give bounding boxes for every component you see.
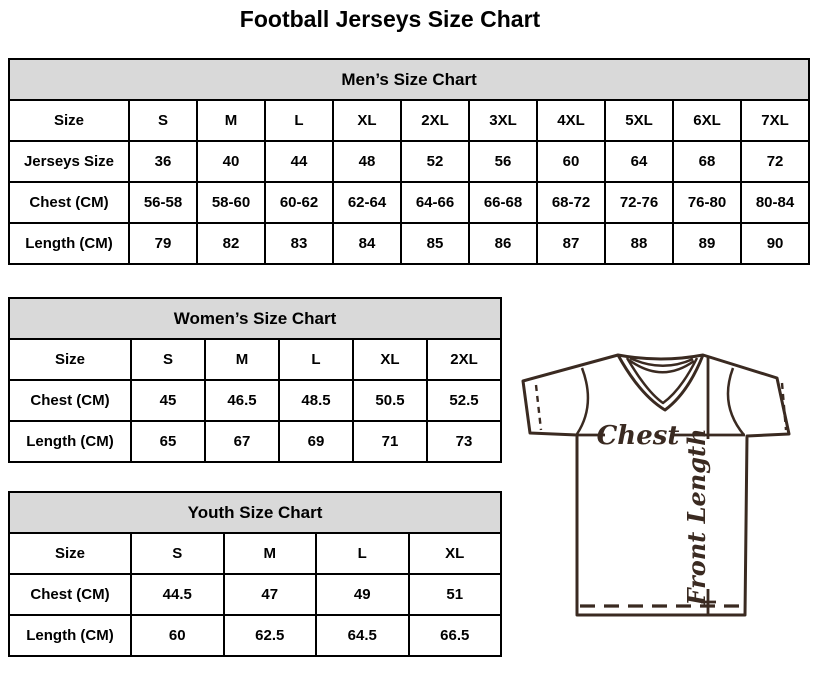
table-row [9, 298, 501, 339]
table-cell: 86 [469, 223, 537, 264]
table-cell: 84 [333, 223, 401, 264]
row-label: Size [9, 339, 131, 380]
table-cell: L [316, 533, 409, 574]
table-cell: 7XL [741, 100, 809, 141]
chest-label: Chest [596, 421, 680, 451]
table-row [9, 574, 501, 615]
table-cell: 44.5 [131, 574, 224, 615]
table-cell: M [205, 339, 279, 380]
table-cell: 2XL [427, 339, 501, 380]
table-cell: 64.5 [316, 615, 409, 656]
table-cell: 85 [401, 223, 469, 264]
row-label: Size [9, 533, 131, 574]
table-cell: S [131, 533, 224, 574]
table-cell: 62-64 [333, 182, 401, 223]
table-cell: M [224, 533, 317, 574]
table-cell: XL [353, 339, 427, 380]
table-cell: 2XL [401, 100, 469, 141]
table-cell: 56-58 [129, 182, 197, 223]
table-cell: 89 [673, 223, 741, 264]
table-cell: 65 [131, 421, 205, 462]
table-row [9, 339, 501, 380]
womens-table-title: Women’s Size Chart [9, 298, 501, 339]
table-cell: 62.5 [224, 615, 317, 656]
mens-table-title: Men’s Size Chart [9, 59, 809, 100]
table-cell: 64 [605, 141, 673, 182]
table-cell: 69 [279, 421, 353, 462]
table-cell: XL [409, 533, 502, 574]
table-row [9, 615, 501, 656]
table-row [9, 421, 501, 462]
table-cell: S [129, 100, 197, 141]
table-row [9, 380, 501, 421]
table-row [9, 182, 809, 223]
left-cuff-stitch [536, 385, 541, 430]
table-cell: 83 [265, 223, 333, 264]
table-cell: 64-66 [401, 182, 469, 223]
jersey-measurement-diagram [505, 335, 805, 625]
table-cell: 45 [131, 380, 205, 421]
table-cell: 79 [129, 223, 197, 264]
row-label: Length (CM) [9, 421, 131, 462]
table-cell: 3XL [469, 100, 537, 141]
table-cell: 47 [224, 574, 317, 615]
table-cell: 80-84 [741, 182, 809, 223]
table-cell: 90 [741, 223, 809, 264]
jersey-outline [523, 355, 789, 615]
table-cell: 60 [537, 141, 605, 182]
row-label: Jerseys Size [9, 141, 129, 182]
left-armhole-seam [577, 368, 588, 434]
table-cell: 67 [205, 421, 279, 462]
table-cell: S [131, 339, 205, 380]
table-cell: L [265, 100, 333, 141]
page-title: Football Jerseys Size Chart [239, 6, 541, 32]
table-cell: 82 [197, 223, 265, 264]
jersey-diagram-icon [505, 335, 805, 625]
row-label: Size [9, 100, 129, 141]
table-row [9, 141, 809, 182]
table-cell: 68-72 [537, 182, 605, 223]
table-cell: 48 [333, 141, 401, 182]
table-cell: L [279, 339, 353, 380]
table-cell: 48.5 [279, 380, 353, 421]
table-cell: 60 [131, 615, 224, 656]
table-cell: XL [333, 100, 401, 141]
table-cell: 46.5 [205, 380, 279, 421]
table-cell: 88 [605, 223, 673, 264]
table-cell: 36 [129, 141, 197, 182]
table-cell: 51 [409, 574, 502, 615]
table-cell: 68 [673, 141, 741, 182]
row-label: Length (CM) [9, 223, 129, 264]
womens-size-table [8, 297, 502, 463]
table-cell: 73 [427, 421, 501, 462]
table-cell: 66-68 [469, 182, 537, 223]
table-cell: 6XL [673, 100, 741, 141]
table-cell: 87 [537, 223, 605, 264]
right-armhole-seam [728, 368, 744, 435]
row-label: Length (CM) [9, 615, 131, 656]
table-cell: 66.5 [409, 615, 502, 656]
row-label: Chest (CM) [9, 380, 131, 421]
table-cell: 56 [469, 141, 537, 182]
row-label: Chest (CM) [9, 182, 129, 223]
table-cell: 72 [741, 141, 809, 182]
table-cell: 60-62 [265, 182, 333, 223]
table-cell: 52.5 [427, 380, 501, 421]
table-cell: M [197, 100, 265, 141]
table-row [9, 100, 809, 141]
table-cell: 5XL [605, 100, 673, 141]
table-cell: 71 [353, 421, 427, 462]
table-cell: 72-76 [605, 182, 673, 223]
table-cell: 50.5 [353, 380, 427, 421]
table-cell: 58-60 [197, 182, 265, 223]
table-row [9, 533, 501, 574]
table-cell: 76-80 [673, 182, 741, 223]
youth-table-title: Youth Size Chart [9, 492, 501, 533]
table-row [9, 223, 809, 264]
table-cell: 44 [265, 141, 333, 182]
table-cell: 52 [401, 141, 469, 182]
row-label: Chest (CM) [9, 574, 131, 615]
table-cell: 4XL [537, 100, 605, 141]
table-cell: 49 [316, 574, 409, 615]
front-length-label: Front Length [682, 428, 711, 606]
table-cell: 40 [197, 141, 265, 182]
youth-size-table [8, 491, 502, 657]
table-row [9, 59, 809, 100]
table-row [9, 492, 501, 533]
mens-size-table [8, 58, 810, 265]
